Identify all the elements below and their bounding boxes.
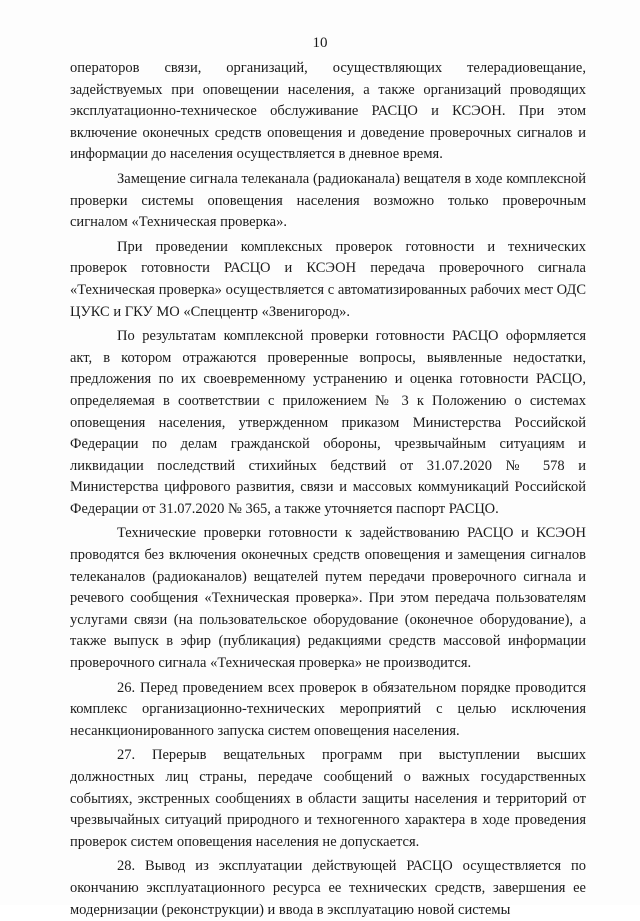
paragraph-item-26: 26. Перед проведением всех проверок в обязательном порядке проводится комплекс организационно-технических мероприятий с целью исключения несанкционированного запуска систем оповещения населения. [70,679,586,739]
paragraph-continuation: операторов связи, организаций, осуществляющих телерадиовещание, задействуемых при оповещении населения, а также организаций проводящих эксплуатационно-техническое обслуживание РАСЦО и КСЭОН. При этом включение оконечных средств оповещения и доведение проверочных сигналов и информации до населения осуществляется в дневное время. [70,60,586,163]
paragraph-item-27: 27. Перерыв вещательных программ при выступлении высших должностных лиц страны, передаче сообщений о важных государственных событиях, экстренных сообщениях в области защиты населения и территорий от чрезвычайных ситуаций природного и техногенного характера в ходе проведения проверок систем оповещения населения не допускается. [70,747,586,850]
paragraph-signal-replacement: Замещение сигнала телеканала (радиоканала) вещателя в ходе комплексной проверки системы оповещения населения возможно только проверочным сигналом «Техническая проверка». [70,170,586,231]
paragraph-item-28: 28. Вывод из эксплуатации действующей РАСЦО осуществляется по окончанию эксплуатационного ресурса ее технических средств, завершения ее модернизации (реконструкции) и ввода в эксплуатацию новой системы [70,858,586,918]
page-number: 10 [312,35,328,51]
paragraph-inspection-act: По результатам комплексной проверки готовности РАСЦО оформляется акт, в котором отражаются проверенные вопросы, выявленные недостатки, предложения по их своевременному устранению и оценка готовности РАСЦО, определяемая в соответствии с приложением № 3 к Положению о системах оповещения населения, утвержденном приказом Министерства Российской Федерации по делам гражданской обороны, чрезвычайным ситуациям и ликвидации последствий стихийных бедствий от 31.07.2020 № 578 и Министерства цифрового развития, связи и массовых коммуникаций Российской Федерации от 31.07.2020 № 365, а также уточняется паспорт РАСЦО. [70,328,586,517]
paragraph-signal-transmission: При проведении комплексных проверок готовности и технических проверок готовности РАСЦО и КСЭОН передача проверочного сигнала «Техническая проверка» осуществляется с автоматизированных рабочих мест ОДС ЦУКС и ГКУ МО «Спеццентр «Звенигород». [70,238,586,320]
paragraph-technical-checks: Технические проверки готовности к задействованию РАСЦО и КСЭОН проводятся без включения оконечных средств оповещения и замещения сигналов телеканалов (радиоканалов) вещателей путем передачи проверочного сигнала и речевого сообщения «Техническая проверка». При этом передача пользователям услугами связи (на пользовательское оборудование (оконечное оборудование), а также выпуск в эфир (публикация) редакциями средств массовой информации проверочного сигнала «Техническая проверка» не производится. [70,525,586,672]
document-body [70,58,586,921]
